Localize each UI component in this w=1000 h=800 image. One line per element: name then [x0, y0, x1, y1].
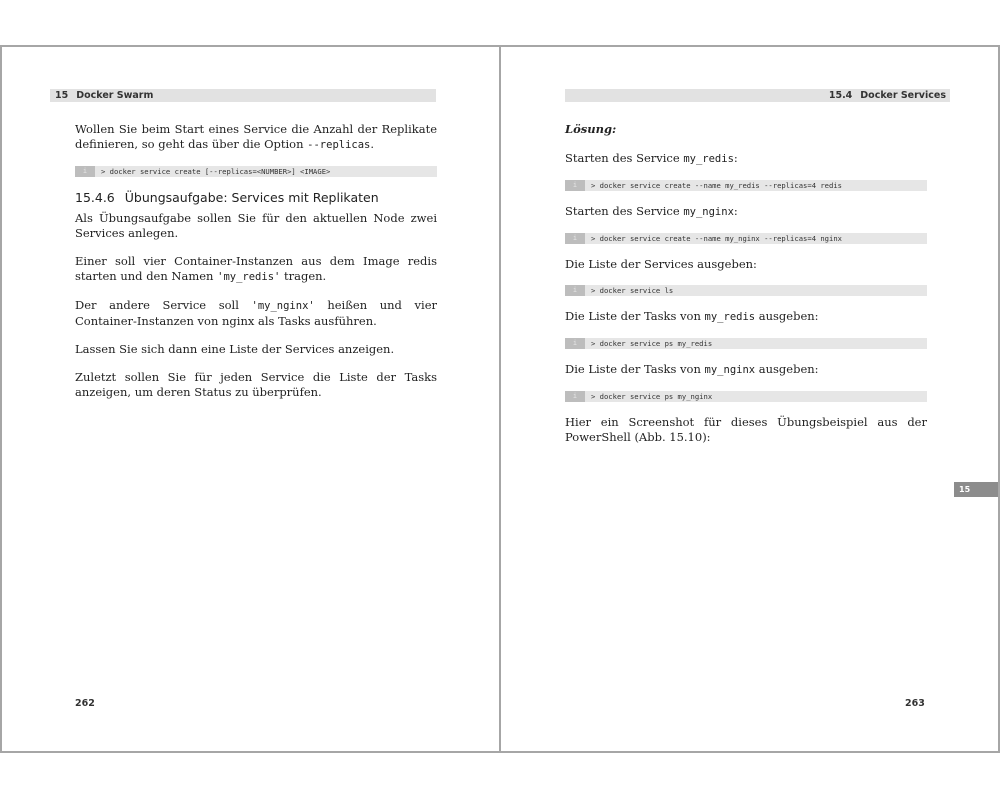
code-block-create-nginx [565, 233, 927, 244]
exercise-paragraph-5: Zuletzt sollen Sie für jeden Service die Liste der Tasks anzeigen, um deren Status zu überprüfen. [75, 370, 437, 399]
code-block-service-ls [565, 285, 927, 296]
inline-code-my-nginx: 'my_nginx' [251, 300, 315, 312]
code-line: > docker service create --name my_nginx --replicas=4 nginx [591, 234, 842, 243]
left-running-head [50, 89, 436, 102]
left-page-edge [0, 45, 2, 753]
code-marker-icon: i [75, 166, 95, 177]
closing-paragraph: Hier ein Screenshot für dieses Übungsbeispiel aus der PowerShell (Abb. 15.10): [565, 415, 927, 444]
section-number: 15.4.6 [75, 190, 115, 205]
section-title: Übungsaufgabe: Services mit Replikaten [124, 190, 379, 205]
intro-paragraph: Wollen Sie beim Start eines Service die Anzahl der Replikate definieren, so geht das über die Option --replicas. [75, 122, 437, 151]
right-page-number: 263 [905, 698, 925, 709]
solution-step-2: Starten des Service my_nginx: [565, 204, 738, 218]
code-line: > docker service create [--replicas=<NUMBER>] <IMAGE> [101, 167, 331, 176]
code-marker-icon: i [565, 391, 585, 402]
chapter-number: 15 [55, 90, 69, 101]
code-block-ps-nginx [565, 391, 927, 402]
code-marker-icon: i [565, 338, 585, 349]
left-page-number: 262 [75, 698, 95, 709]
chapter-thumb-tab: 15 [954, 482, 998, 497]
code-marker-icon: i [565, 233, 585, 244]
page-gutter [499, 45, 501, 753]
code-line: > docker service create --name my_redis --replicas=4 redis [591, 181, 842, 190]
code-line: > docker service ls [591, 286, 674, 295]
inline-code-replicas: --replicas [307, 139, 371, 151]
code-block-replicas [75, 166, 437, 177]
exercise-paragraph-3: Der andere Service soll 'my_nginx' heißen und vier Container-Instanzen von nginx als Tasks ausführen. [75, 298, 437, 328]
exercise-paragraph-2: Einer soll vier Container-Instanzen aus dem Image redis starten und den Namen 'my_redis' tragen. [75, 254, 437, 283]
code-line: > docker service ps my_nginx [591, 392, 713, 401]
solution-step-5: Die Liste der Tasks von my_nginx ausgeben: [565, 362, 819, 376]
right-running-head [565, 89, 950, 102]
section-title-head: Docker Services [860, 90, 946, 101]
chapter-title: Docker Swarm [76, 90, 154, 101]
exercise-paragraph-4: Lassen Sie sich dann eine Liste der Services anzeigen. [75, 342, 395, 356]
code-marker-icon: i [565, 180, 585, 191]
section-heading [75, 190, 437, 205]
code-marker-icon: i [565, 285, 585, 296]
solution-step-4: Die Liste der Tasks von my_redis ausgeben: [565, 309, 819, 323]
solution-step-3: Die Liste der Services ausgeben: [565, 257, 757, 271]
code-line: > docker service ps my_redis [591, 339, 713, 348]
exercise-paragraph-1: Als Übungsaufgabe sollen Sie für den aktuellen Node zwei Services anlegen. [75, 211, 437, 240]
right-page-body [565, 122, 927, 458]
inline-code-my-redis: 'my_redis' [217, 271, 281, 283]
solution-label: Lösung: [565, 122, 617, 136]
left-page-body [75, 122, 437, 413]
section-number-head: 15.4 [828, 90, 853, 101]
code-block-ps-redis [565, 338, 927, 349]
code-block-create-redis [565, 180, 927, 191]
solution-step-1: Starten des Service my_redis: [565, 151, 738, 165]
